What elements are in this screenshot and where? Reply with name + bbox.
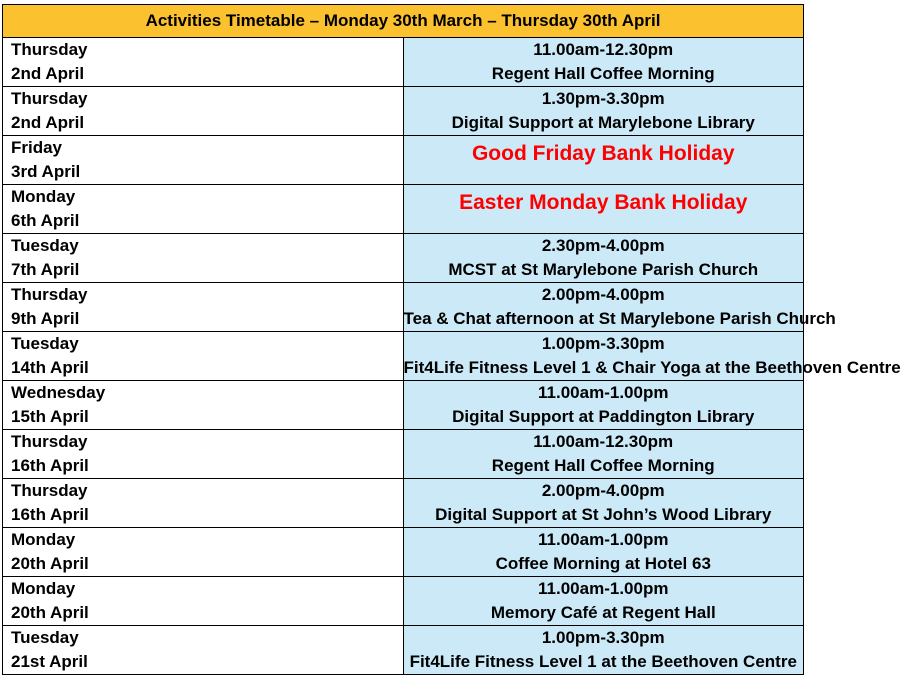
timetable-row (3, 87, 804, 136)
event-cell (403, 234, 804, 283)
event-time: 11.00am-1.00pm (538, 383, 669, 402)
timetable-title: Activities Timetable – Monday 30th March – Thursday 30th April (3, 5, 804, 38)
day-label: Monday (11, 530, 76, 549)
timetable-row (3, 626, 804, 675)
event-cell (403, 136, 804, 185)
date-label: 16th April (11, 456, 89, 475)
timetable-row (3, 528, 804, 577)
event-name: MCST at St Marylebone Parish Church (448, 260, 759, 279)
date-cell (3, 381, 404, 430)
event-name: Digital Support at Marylebone Library (451, 113, 755, 132)
timetable-body (3, 5, 901, 675)
day-label: Thursday (11, 89, 88, 108)
event-cell (403, 430, 804, 479)
event-cell (403, 626, 804, 675)
event-time: 11.00am-1.00pm (538, 579, 669, 598)
date-cell (3, 430, 404, 479)
timetable-row (3, 479, 804, 528)
event-name: Memory Café at Regent Hall (490, 603, 716, 622)
event-name: Digital Support at St John’s Wood Library (435, 505, 772, 524)
date-cell (3, 626, 404, 675)
date-label: 9th April (11, 309, 80, 328)
timetable-row (3, 283, 804, 332)
date-label: 14th April (11, 358, 89, 377)
event-cell (403, 381, 804, 430)
day-label: Tuesday (11, 628, 79, 647)
event-time: 2.00pm-4.00pm (541, 481, 665, 500)
date-cell (3, 185, 404, 234)
date-cell (3, 136, 404, 185)
day-label: Thursday (11, 40, 88, 59)
timetable-row (3, 234, 804, 283)
day-label: Tuesday (11, 334, 79, 353)
event-name: Digital Support at Paddington Library (452, 407, 755, 426)
event-name: Tea & Chat afternoon at St Marylebone Parish Church (403, 309, 836, 328)
event-time: 11.00am-1.00pm (538, 530, 669, 549)
event-cell (403, 332, 901, 381)
day-label: Wednesday (11, 383, 106, 402)
event-name: Regent Hall Coffee Morning (491, 456, 715, 475)
event-cell (403, 283, 836, 332)
date-cell (3, 283, 404, 332)
date-label: 21st April (11, 652, 88, 671)
date-cell (3, 577, 404, 626)
date-label: 3rd April (11, 162, 81, 181)
title-row (3, 5, 804, 38)
date-label: 6th April (11, 211, 80, 230)
event-time: 11.00am-12.30pm (533, 432, 674, 451)
event-cell (403, 528, 804, 577)
date-label: 15th April (11, 407, 89, 426)
event-name: Coffee Morning at Hotel 63 (495, 554, 711, 573)
event-time: 2.00pm-4.00pm (541, 285, 665, 304)
day-label: Thursday (11, 285, 88, 304)
day-label: Tuesday (11, 236, 79, 255)
event-cell (403, 577, 804, 626)
timetable-row (3, 430, 804, 479)
event-time: 1.00pm-3.30pm (541, 334, 665, 353)
day-label: Monday (11, 187, 76, 206)
timetable-row (3, 332, 804, 381)
event-cell (403, 38, 804, 87)
date-label: 16th April (11, 505, 89, 524)
date-label: 20th April (11, 554, 89, 573)
date-cell (3, 528, 404, 577)
bank-holiday-label: Good Friday Bank Holiday (471, 142, 735, 165)
event-name: Fit4Life Fitness Level 1 at the Beethoven Centre (409, 652, 797, 671)
event-name: Regent Hall Coffee Morning (491, 64, 715, 83)
day-label: Thursday (11, 481, 88, 500)
date-cell (3, 234, 404, 283)
event-time: 1.00pm-3.30pm (541, 628, 665, 647)
event-cell (403, 87, 804, 136)
date-label: 20th April (11, 603, 89, 622)
event-name: Fit4Life Fitness Level 1 & Chair Yoga at the Beethoven Centre (403, 358, 901, 377)
date-cell (3, 332, 404, 381)
day-label: Friday (11, 138, 63, 157)
event-cell (403, 185, 804, 234)
timetable-row (3, 185, 804, 234)
activities-timetable (2, 4, 901, 675)
timetable-row (3, 38, 804, 87)
event-time: 2.30pm-4.00pm (541, 236, 665, 255)
event-cell (403, 479, 804, 528)
date-label: 2nd April (11, 64, 85, 83)
date-label: 2nd April (11, 113, 85, 132)
day-label: Thursday (11, 432, 88, 451)
date-cell (3, 87, 404, 136)
timetable-row (3, 381, 804, 430)
timetable-row (3, 136, 804, 185)
day-label: Monday (11, 579, 76, 598)
event-time: 11.00am-12.30pm (533, 40, 674, 59)
date-label: 7th April (11, 260, 80, 279)
bank-holiday-label: Easter Monday Bank Holiday (459, 191, 748, 214)
event-time: 1.30pm-3.30pm (541, 89, 665, 108)
date-cell (3, 38, 404, 87)
date-cell (3, 479, 404, 528)
timetable-row (3, 577, 804, 626)
